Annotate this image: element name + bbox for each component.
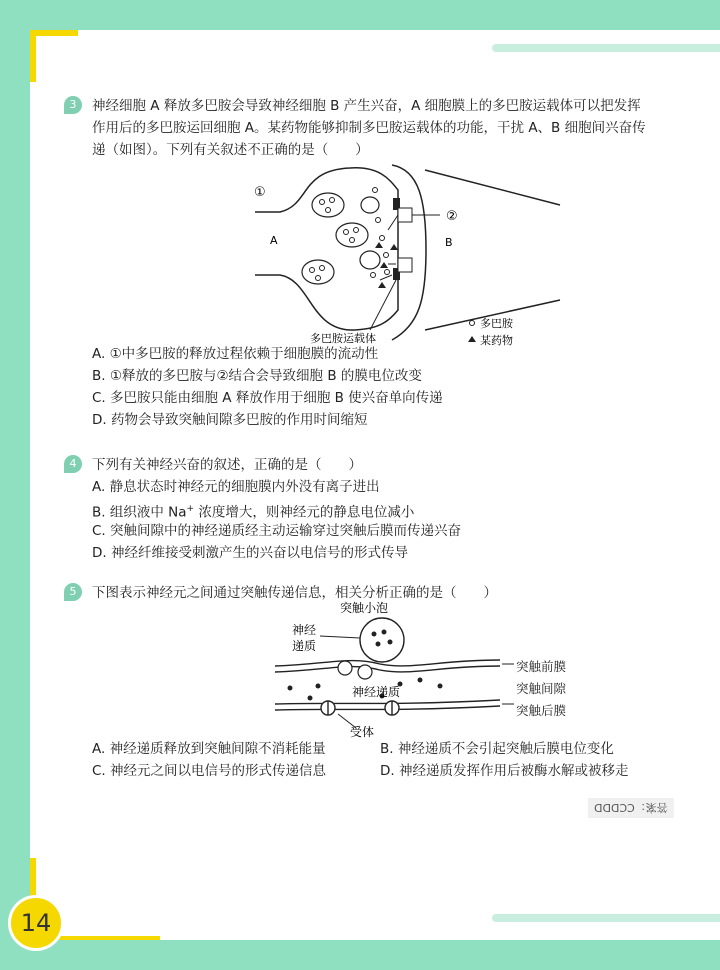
q4-option-c[interactable]: C. 突触间隙中的神经递质经主动运输穿过突触后膜而传递兴奋 (92, 523, 462, 539)
q3-stem-line3: 递（如图）。下列有关叙述不正确的是（ ） (92, 142, 369, 158)
q5-label-post-membrane: 突触后膜 (516, 703, 567, 718)
q3-legend-drug: 某药物 (480, 334, 513, 347)
q5-label-transmitter-2: 递质 (292, 639, 317, 653)
q5-label-receptor: 受体 (350, 725, 375, 738)
q5-label-transmitter-center: 神经递质 (352, 685, 401, 699)
q5-synapse-figure (270, 598, 530, 738)
corner-accent-top-horizontal (30, 30, 78, 36)
q5-option-b[interactable]: B. 神经递质不会引起突触后膜电位变化 (380, 741, 614, 757)
q3-option-c[interactable]: C. 多巴胺只能由细胞 A 释放作用于细胞 B 使兴奋单向传递 (92, 390, 443, 406)
q4-option-b-post: 浓度增大，则神经元的静息电位减小 (194, 504, 415, 521)
q3-label-A: A (270, 234, 278, 247)
q3-stem-line2: 作用后的多巴胺运回细胞 A。某药物能够抑制多巴胺运载体的功能，干扰 A、B 细胞间兴奋传 (92, 120, 646, 136)
q4-stem: 下列有关神经兴奋的叙述，正确的是（ ） (92, 457, 362, 473)
q4-option-d[interactable]: D. 神经纤维接受刺激产生的兴奋以电信号的形式传导 (92, 545, 408, 561)
q3-label-carrier: 多巴胺运载体 (310, 332, 376, 345)
q5-label-transmitter-1: 神经 (292, 623, 317, 637)
question-badge-5: 5 (64, 583, 82, 601)
question-badge-4: 4 (64, 455, 82, 473)
q3-option-b[interactable]: B. ①释放的多巴胺与②结合会导致细胞 B 的膜电位改变 (92, 368, 422, 384)
q3-option-a[interactable]: A. ①中多巴胺的释放过程依赖于细胞膜的流动性 (92, 346, 379, 362)
q3-stem-line1: 神经细胞 A 释放多巴胺会导致神经细胞 B 产生兴奋，A 细胞膜上的多巴胺运载体可以把发挥 (92, 98, 641, 114)
q5-option-a[interactable]: A. 神经递质释放到突触间隙不消耗能量 (92, 741, 326, 757)
q3-label-2: ② (446, 209, 458, 224)
q4-option-a[interactable]: A. 静息状态时神经元的细胞膜内外没有离子进出 (92, 479, 380, 495)
decor-bar-bottom (492, 914, 720, 922)
q3-synapse-figure (240, 160, 570, 350)
q4-option-b-sup: + (186, 504, 195, 514)
q3-label-1: ① (254, 185, 266, 200)
decor-bar-top (492, 44, 720, 52)
q4-option-b[interactable] (92, 499, 414, 524)
corner-accent-top-vertical (30, 30, 36, 82)
q5-label-cleft: 突触间隙 (516, 681, 567, 696)
q5-option-d[interactable]: D. 神经递质发挥作用后被酶水解或被移走 (380, 763, 629, 779)
q3-legend-dopamine: 多巴胺 (480, 317, 513, 330)
q5-label-pre-membrane: 突触前膜 (516, 659, 567, 674)
answer-key-rotated: 答案：CCDDD (588, 798, 674, 818)
q3-option-d[interactable]: D. 药物会导致突触间隙多巴胺的作用时间缩短 (92, 412, 368, 428)
question-badge-3: 3 (64, 96, 82, 114)
q3-label-B: B (445, 236, 453, 249)
q5-label-vesicle: 突触小泡 (340, 601, 389, 615)
q4-option-b-pre: B. 组织液中 Na (92, 504, 187, 521)
page-number: 14 (8, 895, 64, 951)
q5-stem: 下图表示神经元之间通过突触传递信息，相关分析正确的是（ ） (92, 585, 497, 601)
q5-option-c[interactable]: C. 神经元之间以电信号的形式传递信息 (92, 763, 327, 779)
